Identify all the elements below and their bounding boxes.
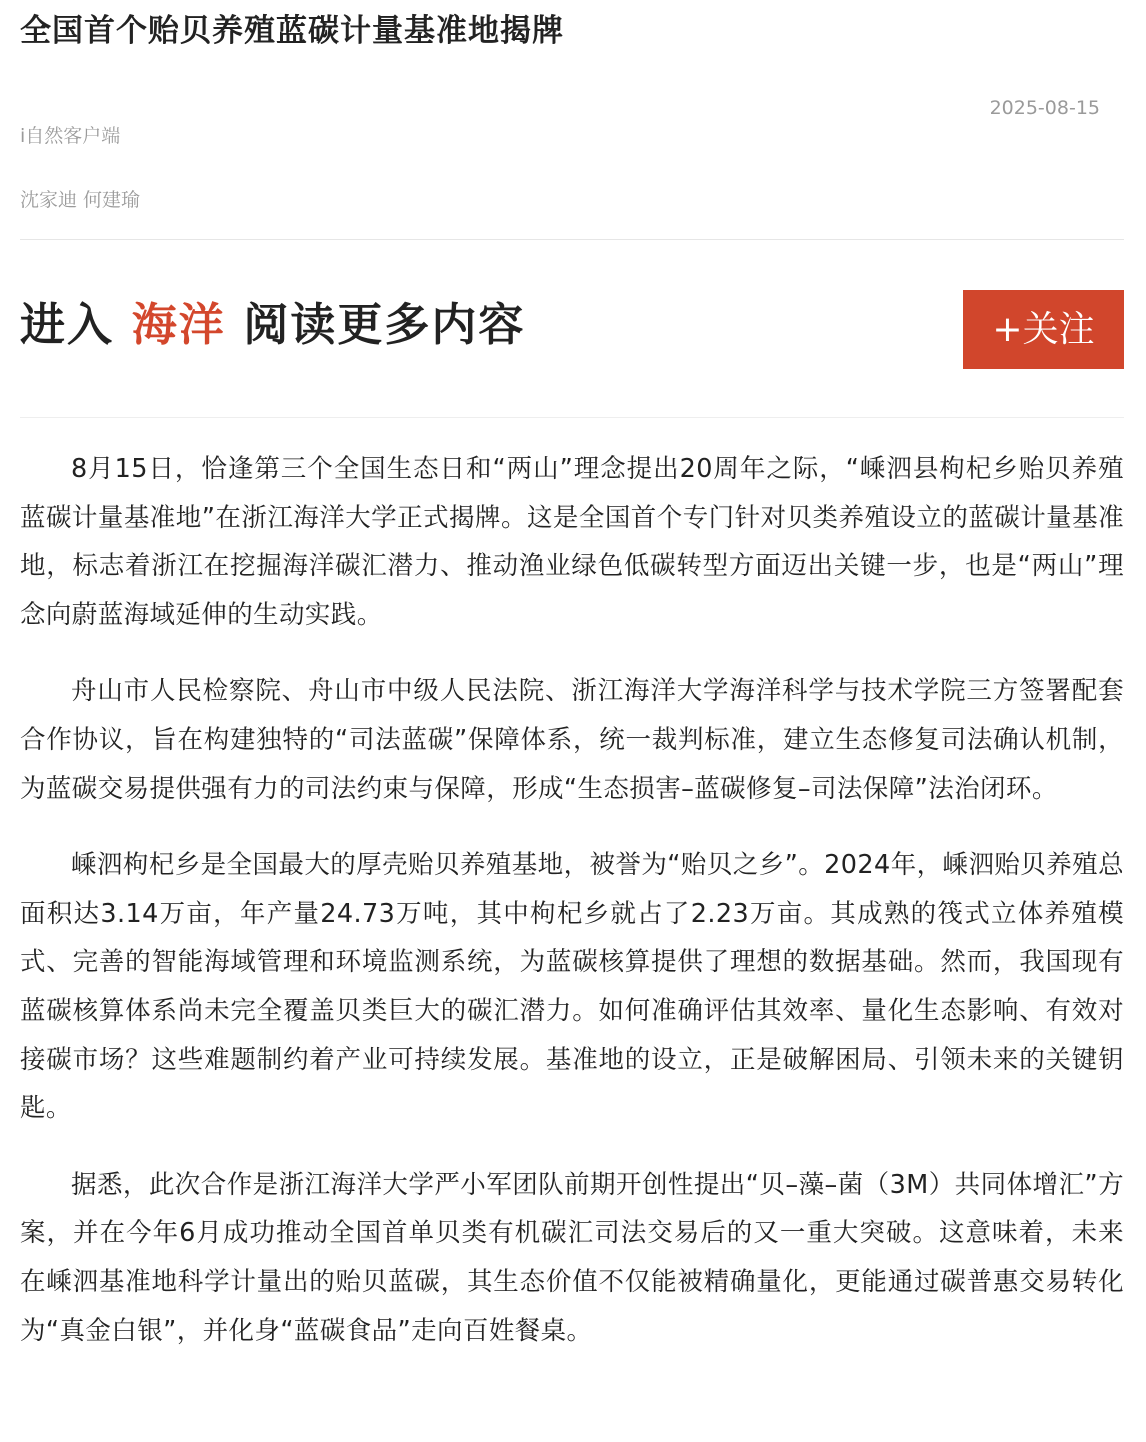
channel-name[interactable]: 海洋: [131, 298, 226, 351]
article-paragraph: 据悉，此次合作是浙江海洋大学严小军团队前期开创性提出“贝–藻–菌（3M）共同体增汇”方案，并在今年6月成功推动全国首单贝类有机碳汇司法交易后的又一重大突破。这意味着，未来在嵊泗基准地科学计量出的贻贝蓝碳，其生态价值不仅能被精确量化，更能通过碳普惠交易转化为“真金白银”，并化身“蓝碳食品”走向百姓餐桌。: [20, 1169, 1124, 1346]
header-divider: [20, 239, 1124, 240]
publish-date: 2025-08-15: [989, 97, 1100, 119]
follow-button[interactable]: +关注: [963, 290, 1124, 369]
article-paragraph: 舟山市人民检察院、舟山市中级人民法院、浙江海洋大学海洋科学与技术学院三方签署配套合作协议，旨在构建独特的“司法蓝碳”保障体系，统一裁判标准，建立生态修复司法确认机制，为蓝碳交易提供强有力的司法约束与保障，形成“生态损害–蓝碳修复–司法保障”法治闭环。: [20, 676, 1124, 804]
banner-divider: [20, 417, 1124, 418]
channel-banner[interactable]: [20, 296, 525, 354]
article-paragraph: 8月15日，恰逢第三个全国生态日和“两山”理念提出20周年之际，“嵊泗县枸杞乡贻贝养殖蓝碳计量基准地”在浙江海洋大学正式揭牌。这是全国首个专门针对贝类养殖设立的蓝碳计量基准地，标志着浙江在挖掘海洋碳汇潜力、推动渔业绿色低碳转型方面迈出关键一步，也是“两山”理念向蔚蓝海域延伸的生动实践。: [20, 454, 1124, 630]
article-body: [20, 445, 1124, 1383]
author-names: 沈家迪 何建瑜: [20, 189, 141, 211]
article-paragraph: 嵊泗枸杞乡是全国最大的厚壳贻贝养殖基地，被誉为“贻贝之乡”。2024年，嵊泗贻贝养殖总面积达3.14万亩，年产量24.73万吨，其中枸杞乡就占了2.23万亩。其成熟的筏式立体养殖模式、完善的智能海域管理和环境监测系统，为蓝碳核算提供了理想的数据基础。然而，我国现有蓝碳核算体系尚未完全覆盖贝类巨大的碳汇潜力。如何准确评估其效率、量化生态影响、有效对接碳市场？这些难题制约着产业可持续发展。基准地的设立，正是破解困局、引领未来的关键钥匙。: [20, 850, 1124, 1124]
channel-prefix: 进入: [20, 298, 115, 351]
article-title: 全国首个贻贝养殖蓝碳计量基准地揭牌: [20, 13, 564, 49]
channel-suffix: 阅读更多内容: [243, 298, 526, 351]
source-name[interactable]: i自然客户端: [20, 125, 121, 147]
